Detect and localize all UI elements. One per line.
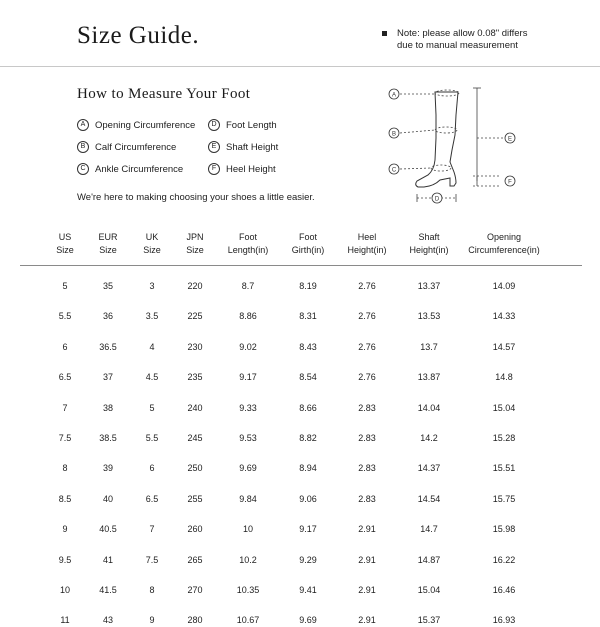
legend-label: Heel Height — [226, 163, 276, 175]
diagram-label-b: B — [391, 131, 397, 138]
table-cell: 4 — [149, 342, 155, 352]
table-cell: 7 — [62, 403, 68, 413]
column-header-line: Girth(in) — [291, 244, 325, 255]
table-cell: 43 — [102, 615, 114, 625]
table-cell: 2.91 — [358, 555, 376, 565]
column-header-line: EUR — [98, 232, 118, 242]
table-cell: 8.7 — [241, 281, 255, 291]
table-cell: 38.5 — [99, 433, 117, 443]
table-cell: 9.33 — [239, 403, 257, 413]
table-cell: 2.76 — [358, 281, 376, 291]
table-cell: 15.51 — [492, 463, 516, 473]
table-row — [0, 522, 600, 536]
table-cell: 35 — [102, 281, 114, 291]
table-cell: 3.5 — [145, 311, 159, 321]
note-line-2: due to manual measurement — [397, 40, 518, 51]
table-cell: 7.5 — [145, 555, 159, 565]
table-cell: 9.17 — [239, 372, 257, 382]
legend-label: Shaft Height — [226, 141, 279, 153]
table-cell: 6 — [62, 342, 68, 352]
diagram-label-a: A — [391, 92, 397, 99]
table-cell: 245 — [187, 433, 203, 443]
table-cell: 15.04 — [492, 403, 516, 413]
table-cell: 14.54 — [417, 494, 441, 504]
table-cell: 230 — [187, 342, 203, 352]
column-header-line: Heel — [357, 232, 377, 242]
column-header — [56, 231, 74, 256]
table-cell: 15.98 — [492, 524, 516, 534]
legend-item-foot-length — [208, 119, 277, 131]
column-header — [347, 231, 386, 256]
table-cell: 220 — [187, 281, 203, 291]
letter-e-icon: E — [208, 141, 220, 153]
column-header-line: Foot — [298, 232, 318, 242]
table-cell: 8.82 — [299, 433, 317, 443]
measure-heading: How to Measure Your Foot — [77, 86, 251, 102]
table-cell: 2.91 — [358, 615, 376, 625]
table-cell: 10 — [59, 585, 71, 595]
table-cell: 9.29 — [299, 555, 317, 565]
table-cell: 8.5 — [58, 494, 72, 504]
table-cell: 2.83 — [358, 463, 376, 473]
bullet-icon — [382, 31, 387, 36]
table-cell: 9.5 — [58, 555, 72, 565]
legend-label: Foot Length — [226, 119, 277, 131]
table-cell: 38 — [102, 403, 114, 413]
letter-f-icon: F — [208, 163, 220, 175]
table-row — [0, 583, 600, 597]
column-header — [228, 231, 269, 256]
table-cell: 14.37 — [417, 463, 441, 473]
size-table-header — [0, 231, 600, 261]
boot-outline — [416, 92, 458, 187]
table-cell: 14.7 — [420, 524, 438, 534]
table-cell: 8.94 — [299, 463, 317, 473]
table-cell: 11 — [60, 615, 70, 625]
table-cell: 270 — [187, 585, 203, 595]
table-cell: 235 — [187, 372, 203, 382]
column-header-line: Size — [186, 244, 204, 255]
table-cell: 14.57 — [492, 342, 516, 352]
table-cell: 5.5 — [145, 433, 159, 443]
table-cell: 14.87 — [417, 555, 441, 565]
table-cell: 13.87 — [417, 372, 441, 382]
table-cell: 40.5 — [99, 524, 117, 534]
table-cell: 8.43 — [299, 342, 317, 352]
table-row — [0, 309, 600, 323]
table-cell: 4.5 — [145, 372, 159, 382]
table-cell: 8.86 — [239, 311, 257, 321]
legend-label: Calf Circumference — [95, 141, 177, 153]
table-cell: 10 — [242, 524, 254, 534]
table-cell: 8.19 — [299, 281, 317, 291]
table-cell: 2.83 — [358, 494, 376, 504]
table-cell: 10.2 — [239, 555, 257, 565]
table-cell: 9.41 — [299, 585, 317, 595]
diagram-label-d: D — [434, 196, 440, 203]
table-cell: 16.46 — [492, 585, 516, 595]
table-cell: 9.69 — [239, 463, 257, 473]
table-cell: 15.28 — [492, 433, 516, 443]
legend-item-heel-height — [208, 163, 276, 175]
table-cell: 37 — [102, 372, 114, 382]
table-cell: 6.5 — [145, 494, 159, 504]
table-row — [0, 279, 600, 293]
table-cell: 13.37 — [417, 281, 441, 291]
table-cell: 9.53 — [239, 433, 257, 443]
calf-ellipse — [435, 127, 457, 133]
table-cell: 255 — [187, 494, 203, 504]
table-cell: 8.31 — [299, 311, 317, 321]
column-header — [468, 231, 540, 256]
column-header — [186, 231, 204, 256]
table-cell: 14.33 — [492, 311, 516, 321]
diagram-label-c: C — [391, 167, 397, 174]
table-cell: 2.91 — [358, 585, 376, 595]
table-cell: 16.93 — [492, 615, 516, 625]
opening-ellipse — [435, 90, 459, 96]
column-header-line: Size — [143, 244, 161, 255]
table-cell: 9.02 — [239, 342, 257, 352]
table-cell: 10.67 — [236, 615, 260, 625]
table-cell: 2.76 — [358, 311, 376, 321]
table-row — [0, 492, 600, 506]
column-header — [98, 231, 117, 256]
letter-c-icon: C — [77, 163, 89, 175]
measurement-note — [382, 28, 582, 52]
table-row — [0, 340, 600, 354]
table-cell: 9.06 — [299, 494, 317, 504]
table-cell: 2.76 — [358, 372, 376, 382]
table-cell: 225 — [187, 311, 203, 321]
legend-label: Ankle Circumference — [95, 163, 184, 175]
diagram-label-e: E — [507, 136, 513, 143]
table-cell: 10.35 — [236, 585, 260, 595]
column-header — [143, 231, 161, 256]
column-header-line: Opening — [486, 232, 522, 242]
table-cell: 41.5 — [99, 585, 117, 595]
table-cell: 2.91 — [358, 524, 376, 534]
letter-a-icon: A — [77, 119, 89, 131]
column-header-line: Circumference(in) — [468, 244, 540, 255]
calf-dash — [400, 130, 435, 133]
legend-label: Opening Circumference — [95, 119, 196, 131]
page-title: Size Guide. — [77, 22, 200, 49]
table-cell: 9 — [62, 524, 68, 534]
table-cell: 15.04 — [417, 585, 441, 595]
table-cell: 41 — [102, 555, 114, 565]
table-cell: 9.84 — [239, 494, 257, 504]
table-cell: 2.76 — [358, 342, 376, 352]
ankle-ellipse — [431, 165, 451, 171]
table-cell: 6.5 — [58, 372, 72, 382]
table-cell: 5 — [149, 403, 155, 413]
legend-item-ankle — [77, 163, 183, 175]
table-cell: 8.66 — [299, 403, 317, 413]
column-header-line: Size — [99, 244, 117, 255]
column-header-line: Size — [56, 244, 74, 255]
table-cell: 3 — [149, 281, 155, 291]
table-row — [0, 461, 600, 475]
table-cell: 15.37 — [417, 615, 441, 625]
table-cell: 9.69 — [299, 615, 317, 625]
note-line-1: Note: please allow 0.08" differs — [397, 28, 528, 39]
ankle-dash — [400, 168, 431, 169]
table-cell: 6 — [149, 463, 155, 473]
table-cell: 7 — [149, 524, 155, 534]
table-cell: 7.5 — [58, 433, 72, 443]
table-row — [0, 401, 600, 415]
boot-measurement-diagram — [384, 80, 524, 210]
table-cell: 8.54 — [299, 372, 317, 382]
table-cell: 9.17 — [299, 524, 317, 534]
column-header-line: Length(in) — [227, 244, 269, 255]
table-cell: 260 — [187, 524, 203, 534]
table-cell: 5 — [62, 281, 68, 291]
column-header-line: Shaft — [418, 232, 440, 242]
column-header-line: Foot — [238, 232, 257, 242]
table-header-divider — [20, 265, 582, 266]
table-cell: 16.22 — [492, 555, 516, 565]
diagram-label-f: F — [508, 179, 512, 186]
legend-item-shaft-height — [208, 141, 278, 153]
table-cell: 2.83 — [358, 433, 376, 443]
table-cell: 13.53 — [417, 311, 441, 321]
table-cell: 240 — [187, 403, 203, 413]
legend-item-opening — [77, 119, 195, 131]
column-header-line: Height(in) — [409, 244, 449, 255]
table-cell: 250 — [187, 463, 203, 473]
header-divider — [0, 66, 600, 67]
column-header — [292, 231, 325, 256]
legend-item-calf — [77, 141, 176, 153]
table-row — [0, 370, 600, 384]
table-cell: 14.2 — [420, 433, 438, 443]
table-row — [0, 431, 600, 445]
table-cell: 39 — [102, 463, 114, 473]
table-cell: 14.8 — [495, 372, 513, 382]
column-header-line: US — [58, 232, 72, 242]
letter-b-icon: B — [77, 141, 89, 153]
table-cell: 36.5 — [99, 342, 117, 352]
table-row — [0, 553, 600, 567]
table-cell: 8 — [149, 585, 155, 595]
column-header-line: Height(in) — [347, 244, 387, 255]
table-cell: 14.04 — [417, 403, 441, 413]
tagline: We're here to making choosing your shoes a little easier. — [77, 192, 315, 203]
column-header-line: JPN — [186, 232, 204, 242]
table-cell: 8 — [62, 463, 68, 473]
table-cell: 280 — [187, 615, 203, 625]
table-row — [0, 613, 600, 627]
table-cell: 5.5 — [58, 311, 72, 321]
table-cell: 14.09 — [492, 281, 516, 291]
table-cell: 15.75 — [492, 494, 516, 504]
table-cell: 40 — [102, 494, 114, 504]
table-cell: 13.7 — [420, 342, 438, 352]
letter-d-icon: D — [208, 119, 220, 131]
column-header — [409, 231, 448, 256]
column-header-line: UK — [145, 232, 159, 242]
table-cell: 9 — [149, 615, 155, 625]
table-cell: 2.83 — [358, 403, 376, 413]
table-cell: 36 — [102, 311, 114, 321]
table-cell: 265 — [187, 555, 203, 565]
